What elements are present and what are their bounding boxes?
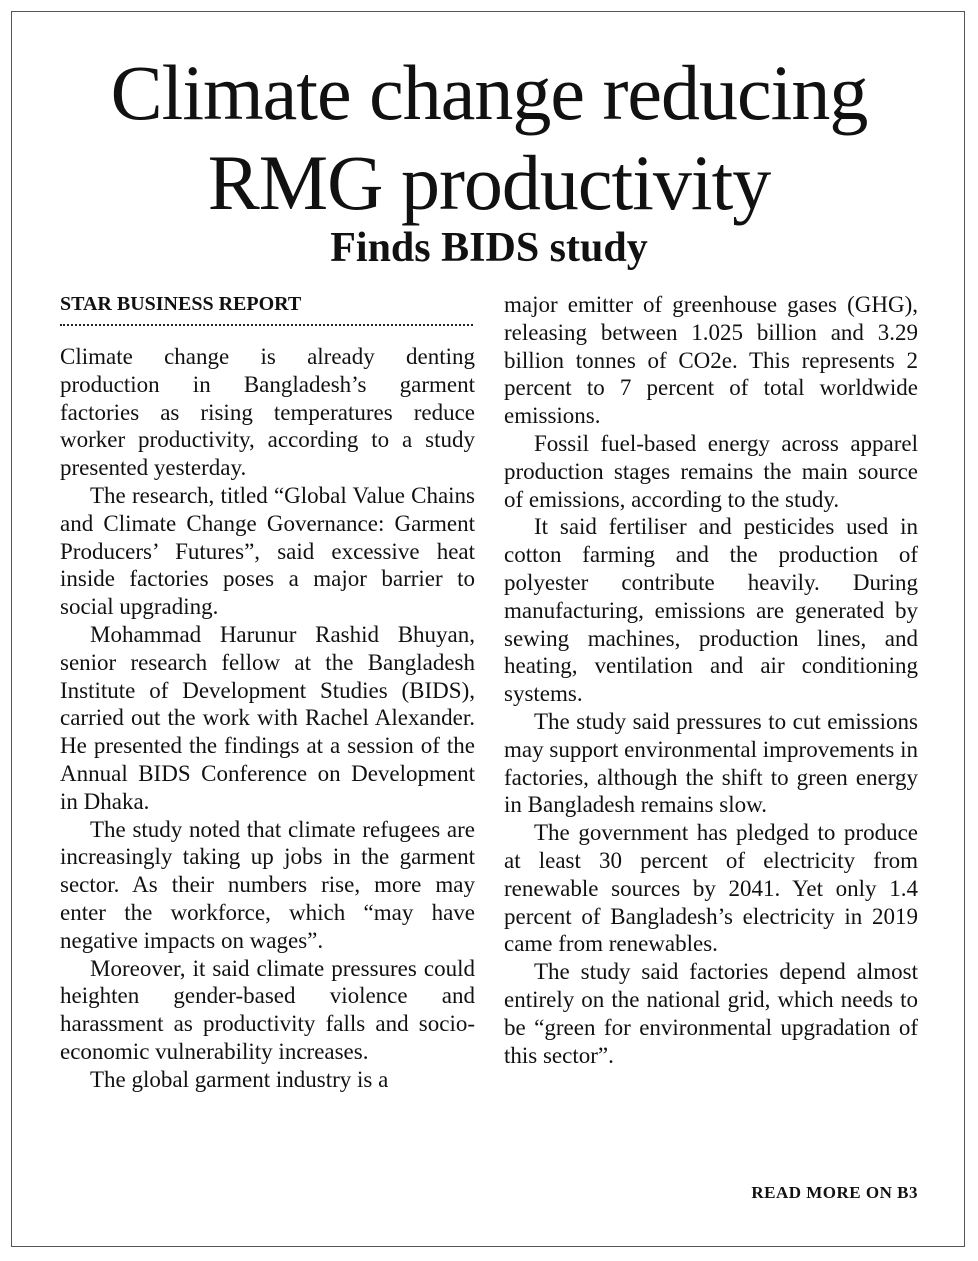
paragraph: The government has pledged to produce at least 30 percent of electricity from renewable sources by 2041. Yet only 1.4 percent of Bangladesh’s electricity in 2019 came from renewables. [504, 820, 918, 957]
paragraph: Fossil fuel-based energy across apparel production stages remains the main source of emissions, according to the study. [504, 430, 918, 512]
read-more-link[interactable]: READ MORE ON B3 [751, 1183, 918, 1202]
paragraph: major emitter of greenhouse gases (GHG), releasing between 1.025 billion and 3.29 billion tonnes of CO2e. This represents 2 percent to 7 percent of total worldwide emissions. [504, 292, 918, 429]
paragraph: Climate change is already denting production in Bangladesh’s garment factories as rising temperatures reduce worker productivity, according to a study presented yesterday. [60, 344, 475, 481]
paragraph: It said fertiliser and pesticides used in cotton farming and the production of polyester contribute heavily. During manufacturing, emissions are generated by sewing machines, production lines, and heating, ventilation and air conditioning systems. [504, 514, 918, 707]
paragraph: The global garment industry is a [90, 1066, 389, 1092]
paragraph: The study said factories depend almost entirely on the national grid, which needs to be “green for environmental upgradation of this sector”. [504, 959, 918, 1068]
paragraph: The research, titled “Global Value Chains and Climate Change Governance: Garment Producers’ Futures”, said excessive heat inside factories poses a major barrier to social upgrading. [60, 482, 475, 620]
left-column [60, 290, 475, 1094]
paragraph: The study said pressures to cut emissions may support environmental improvements in factories, although the shift to green energy in Bangladesh remains slow. [504, 708, 918, 818]
paragraph: Moreover, it said climate pressures could heighten gender-based violence and harassment as productivity falls and socio-economic vulnerability increases. [60, 955, 475, 1064]
right-column [504, 291, 918, 1069]
subheadline: Finds BIDS study [330, 225, 648, 271]
headline-line-1: Climate change reducing [110, 49, 868, 136]
headline-line-2: RMG productivity [207, 139, 771, 226]
headline [0, 48, 978, 228]
paragraph: The study noted that climate refugees are increasingly taking up jobs in the garment sector. As their numbers rise, more may enter the workforce, which “may have negative impacts on wages”. [60, 816, 475, 953]
byline: STAR BUSINESS REPORT [60, 290, 473, 326]
paragraph: Mohammad Harunur Rashid Bhuyan, senior research fellow at the Bangladesh Institute of Development Studies (BIDS), carried out the work with Rachel Alexander. He presented the findings at a session of the Annual BIDS Conference on Development in Dhaka. [60, 621, 475, 814]
